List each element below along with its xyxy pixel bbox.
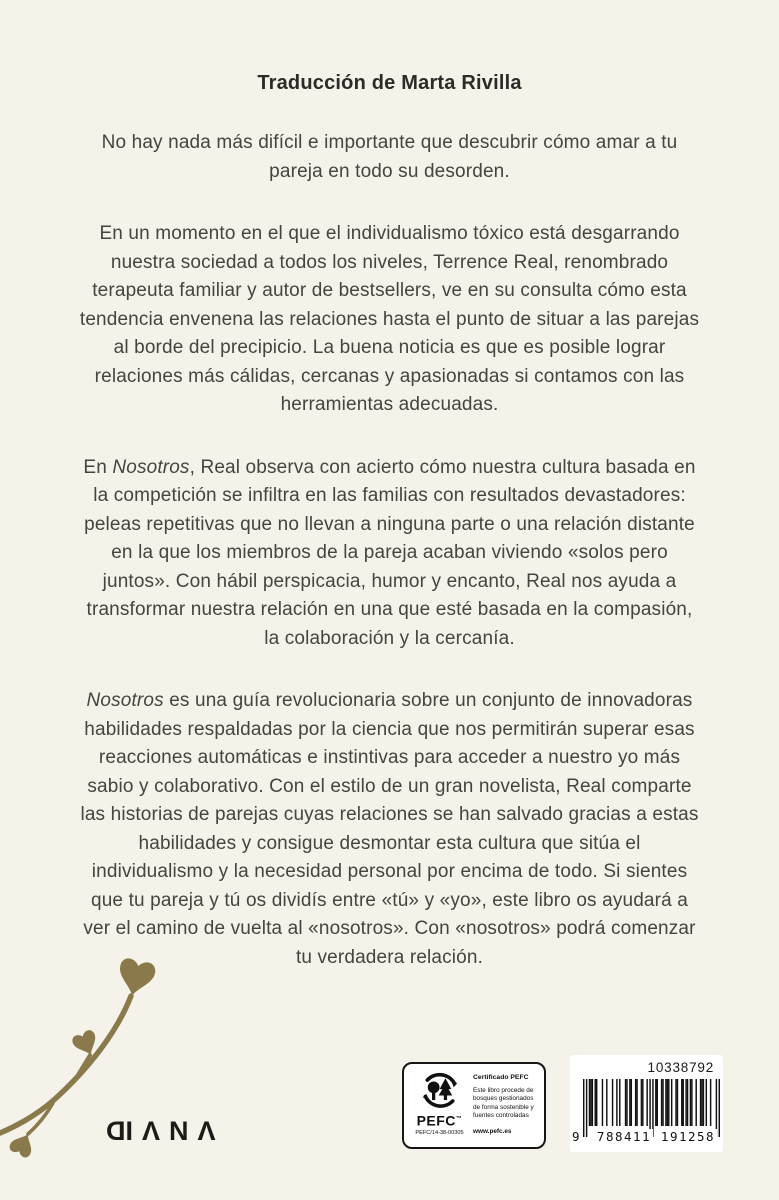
isbn-group-left: 788411 — [596, 1129, 652, 1144]
synopsis-paragraphs — [79, 129, 701, 972]
heart-small — [8, 1129, 38, 1159]
paragraph: En Nosotros, Real observa con acierto cómo nuestra cultura basada en la competición se infiltra en las familias con resultados devastadores: peleas repetitivas que no llevan a ninguna parte o una relación distante en la que los miembros de la pareja acaban viviendo «solos pero juntos». Con hábil perspicacia, humor y encanto, Real nos ayuda a transformar nuestra relación en una que esté basada en la compasión, la colaboración y la cercanía. — [83, 456, 696, 649]
publisher-logo-diana: DIΛNΛ — [97, 1116, 225, 1146]
pefc-license-number: PEFC/14-38-00305 — [415, 1129, 464, 1136]
isbn-barcode-label — [570, 1055, 723, 1152]
pefc-wordmark: PEFC™ — [416, 1112, 463, 1129]
isbn-first-digit: 9 — [572, 1129, 580, 1144]
pefc-url: www.pefc.es — [473, 1127, 512, 1135]
translation-credit: Traducción de Marta Rivilla — [257, 72, 522, 94]
pefc-title: Certificado PEFC — [473, 1074, 529, 1081]
back-cover-text — [79, 0, 701, 1006]
heart-large — [115, 957, 157, 1000]
paragraph: Nosotros es una guía revolucionaria sobre un conjunto de innovadoras habilidades respaldadas por la ciencia que nos permitirán superar esas reacciones automáticas e instintivas para acceder a nuestro yo más sabio y colaborativo. Con el estilo de un gran novelista, Real comparte las historias de parejas cuyas relaciones se han salvado gracias a estas habilidades y consigue desmontar esta cultura que sitúa el individualismo y la necesidad personal por encima de todo. Si sientes que tu pareja y tú os dividís entre «tú» y «yo», este libro os ayudará a ver el camino de vuelta al «nosotros». Con «nosotros» podrá comenzar tu verdadera relación. — [80, 690, 699, 968]
pefc-text-column — [468, 1069, 539, 1142]
barcode-product-number: 10338792 — [647, 1060, 714, 1075]
paragraph: En un momento en el que el individualismo tóxico está desgarrando nuestra sociedad a todos los niveles, Terrence Real, renombrado terapeuta familiar y autor de bestsellers, ve en su consulta cómo esta tendencia envenena las relaciones hasta el punto de situar a las parejas al borde del precipicio. La buena noticia es que es posible lograr relaciones más cálidas, cercanas y apasionadas si contamos con las herramientas adecuadas. — [79, 223, 700, 415]
pefc-logo-column — [411, 1069, 468, 1142]
pefc-certification-box — [402, 1062, 546, 1149]
paragraph: No hay nada más difícil e importante que descubrir cómo amar a tu pareja en todo su desorden. — [101, 132, 678, 182]
pefc-logo-icon — [420, 1071, 460, 1111]
pefc-description: Este libro procede de bosques gestionados de forma sostenible y fuentes controladas — [473, 1087, 534, 1120]
isbn-group-right: 191258 — [660, 1129, 716, 1144]
